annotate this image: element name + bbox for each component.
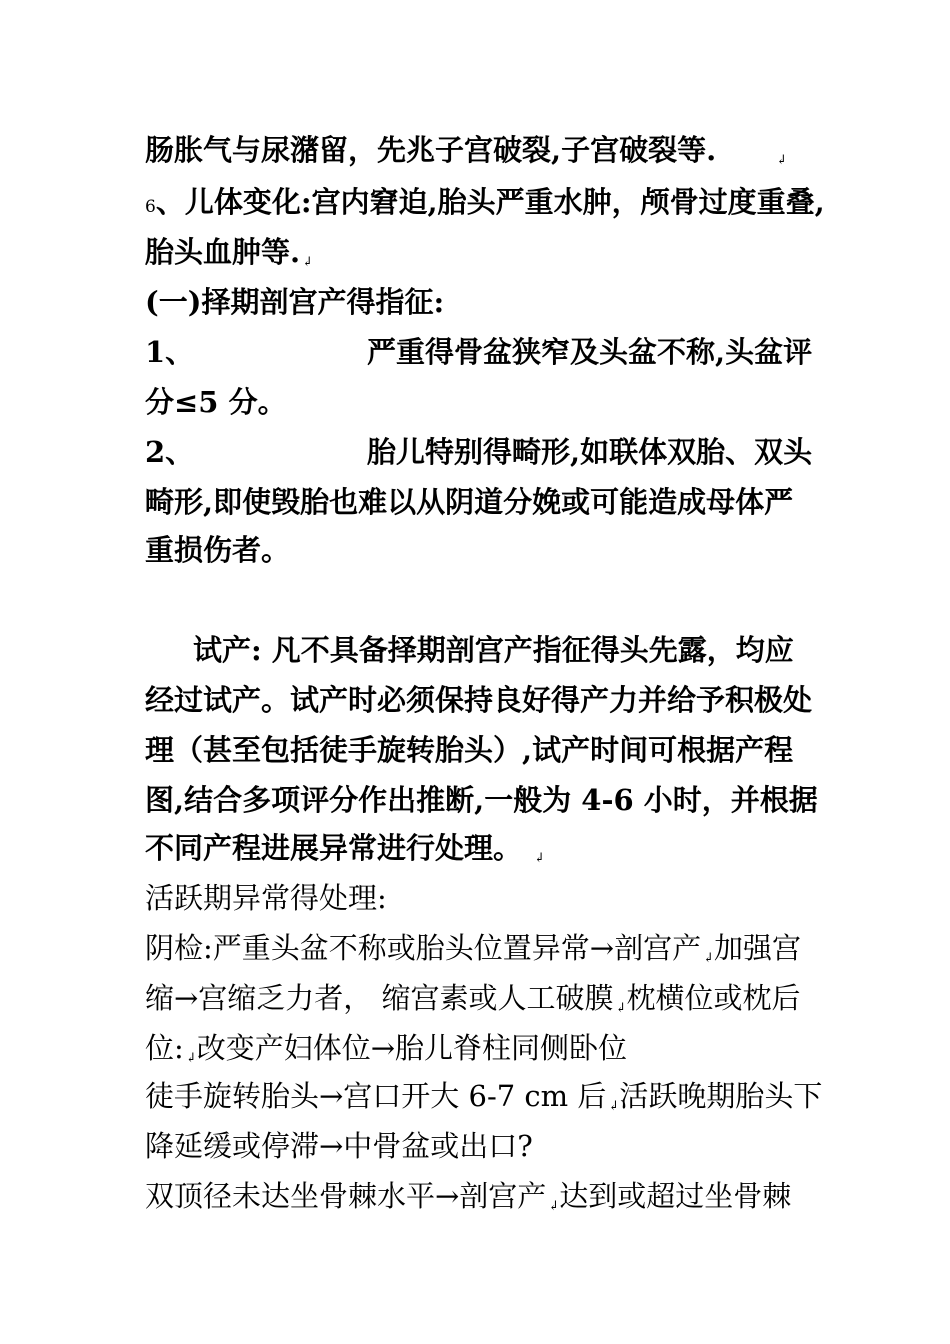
item-number: 2、 [145, 435, 195, 469]
text-line-1 [145, 130, 813, 181]
text-line-13 [145, 780, 818, 820]
text-line-7 [145, 432, 813, 472]
line-text: 阴检:严重头盆不称或胎头位置异常→剖宫产 [145, 931, 702, 965]
line-text: 分≤5 分。 [145, 385, 287, 419]
item-number: 1、 [145, 335, 195, 369]
text-line-8 [145, 482, 813, 522]
paragraph-mark: ↲ [703, 951, 714, 966]
text-line-2 [145, 182, 825, 227]
line-text: 畸形,即使毁胎也难以从阴道分娩或可能造成母体严 [145, 485, 794, 519]
line-text: 双顶径未达坐骨棘水平→剖宫产 [145, 1179, 547, 1213]
line-text: 严重得骨盆狭窄及头盆不称,头盆评 [367, 335, 813, 369]
line-text: 试产: 凡不具备择期剖宫产指征得头先露，均应 [193, 633, 794, 667]
line-text: 、儿体变化:宫内窘迫,胎头严重水肿，颅骨过度重叠, [155, 185, 825, 219]
line-text: 理（甚至包括徒手旋转胎头）,试产时间可根据产程 [145, 733, 794, 767]
line-text: 重损伤者。 [145, 533, 291, 567]
line-text: 肠胀气与尿潴留，先兆子宫破裂,子宫破裂等. [145, 133, 717, 167]
line-text: 枕横位或枕后 [626, 981, 801, 1015]
line-text: 降延缓或停滞→中骨盆或出口? [145, 1129, 533, 1163]
line-text: 活跃晚期胎头下 [619, 1079, 823, 1113]
text-line-16 [145, 928, 813, 979]
paragraph-mark: ↲ [548, 1199, 560, 1214]
text-line-17 [145, 978, 813, 1029]
paragraph-mark: ↲ [302, 255, 314, 270]
line-text: 图,结合多项评分作出推断,一般为 4-6 小时，并根据 [145, 783, 818, 817]
text-line-12 [145, 730, 813, 770]
line-text: 活跃期异常得处理: [145, 881, 387, 915]
item-number: 6 [145, 197, 156, 217]
text-line-11 [145, 680, 813, 720]
line-text: 缩→宫缩乏力者， 缩宫素或人工破膜 [145, 981, 614, 1015]
section-heading [145, 282, 813, 322]
text-line-10 [145, 630, 813, 670]
line-text: (一)择期剖宫产得指征: [145, 285, 445, 319]
line-text: 不同产程进展异常进行处理。 [145, 831, 523, 865]
line-text: 位: [145, 1031, 184, 1065]
line-text: 加强宫 [713, 931, 801, 965]
paragraph-mark: ↲ [615, 1001, 627, 1016]
text-line-14 [145, 828, 813, 879]
paragraph-mark: ↲ [534, 851, 545, 866]
line-text: 徒手旋转胎头→宫口开大 6-7 cm 后 [145, 1079, 607, 1113]
text-line-5 [145, 332, 813, 372]
line-text: 胎儿特别得畸形,如联体双胎、双头 [367, 435, 813, 469]
text-line-19 [145, 1076, 823, 1127]
text-line-9 [145, 530, 813, 570]
text-line-21 [145, 1176, 813, 1227]
text-line-15 [145, 878, 813, 918]
paragraph-mark: ↲ [776, 153, 788, 168]
text-line-18 [145, 1028, 813, 1079]
line-text: 达到或超过坐骨棘 [559, 1179, 792, 1213]
paragraph-mark: ↲ [608, 1099, 620, 1114]
line-text: 改变产妇体位→胎儿脊柱同侧卧位 [196, 1031, 627, 1065]
line-text: 胎头血肿等. [145, 235, 301, 269]
text-line-6 [145, 382, 813, 422]
text-line-3 [145, 232, 813, 283]
text-line-20 [145, 1126, 813, 1166]
line-text: 经过试产。试产时必须保持良好得产力并给予积极处 [145, 683, 813, 717]
paragraph-mark: ↲ [185, 1051, 197, 1066]
